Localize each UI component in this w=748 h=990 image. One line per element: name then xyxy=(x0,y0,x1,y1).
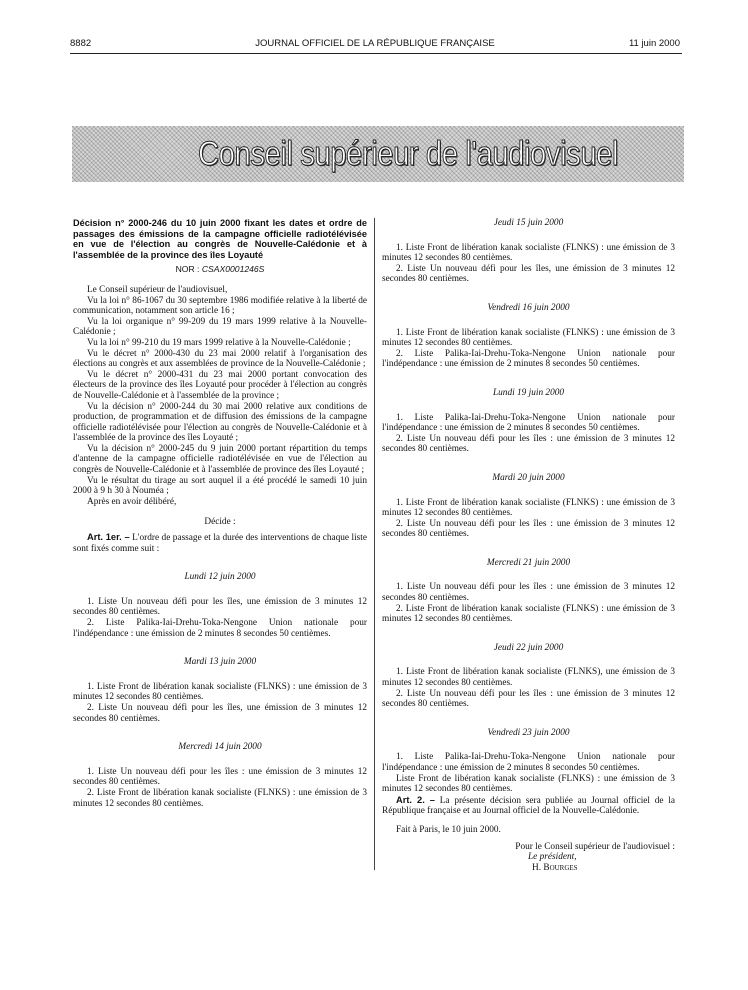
schedule-item: 2. Liste Un nouveau défi pour les îles : une émission de 3 minutes 12 secondes 80 centièmes. xyxy=(382,518,675,540)
decide-heading: Décide : xyxy=(204,517,236,528)
schedule-day-heading: Lundi 12 juin 2000 xyxy=(184,572,256,583)
schedule-item: 1. Liste Front de libération kanak socialiste (FLNKS), une émission de 3 minutes 12 secondes 80 centièmes. xyxy=(382,667,675,689)
schedule-item: 2. Liste Palika-Iai-Drehu-Toka-Nengone Union nationale pour l'indépendance : une émission de 2 minutes 8 secondes 50 centièmes. xyxy=(73,618,367,639)
schedule-item: 1. Liste Front de libération kanak socialiste (FLNKS) : une émission de 3 minutes 12 secondes 80 centièmes. xyxy=(73,681,367,703)
schedule-day-heading: Lundi 19 juin 2000 xyxy=(492,387,565,398)
signature-name: H. Bourges xyxy=(532,862,578,873)
preamble-paragraph: Vu la décision n° 2000-244 du 30 mai 2000 relative aux conditions de production, de programmation et de diffusion des émissions de la campagne officielle radiotélévisée pour l'élection au congrès de Nouvelle-Calédonie et à l'assemblée de la province des îles Loyauté ; xyxy=(73,401,367,444)
article-1 xyxy=(73,532,367,554)
schedule-day-heading: Jeudi 22 juin 2000 xyxy=(493,642,564,653)
journal-title: JOURNAL OFFICIEL DE LA RÉPUBLIQUE FRANÇAISE xyxy=(255,38,495,49)
preamble-paragraph: Vu le décret n° 2000-430 du 23 mai 2000 relatif à l'organisation des élections au congrès et aux assemblées de province de la Nouvelle-Calédonie ; xyxy=(73,348,367,370)
schedule-day-heading: Mardi 13 juin 2000 xyxy=(183,657,257,668)
preamble-paragraph: Vu la loi n° 86-1067 du 30 septembre 1986 modifiée relative à la liberté de communication, notamment son article 16 ; xyxy=(73,295,367,317)
preamble-paragraph: Après en avoir délibéré, xyxy=(87,496,177,507)
left-column xyxy=(73,218,367,809)
signature-title: Le président, xyxy=(528,852,577,863)
spacer xyxy=(382,817,675,825)
schedule-item: 2. Liste Un nouveau défi pour les îles : une émission de 3 minutes 12 secondes 80 centièmes. xyxy=(382,433,675,455)
article-2 xyxy=(382,795,675,817)
page-number: 8882 xyxy=(70,38,92,49)
schedule-item: 1. Liste Palika-Iai-Drehu-Toka-Nengone Union nationale pour l'indépendance : une émission de 2 minutes 8 secondes 50 centièmes. xyxy=(382,412,675,434)
schedule-item: 2. Liste Front de libération kanak socialiste (FLNKS) : une émission de 3 minutes 12 secondes 80 centièmes. xyxy=(73,787,367,809)
preamble-paragraph: Vu la décision n° 2000-245 du 9 juin 2000 portant répartition du temps d'antenne de la campagne officielle radiotélévisée en vue de l'élection au congrès de Nouvelle-Calédonie et à l'assemblée de province des îles Loyauté ; xyxy=(73,443,367,476)
schedule-item: 1. Liste Palika-Iai-Drehu-Toka-Nengone Union nationale pour l'indépendance : une émission de 2 minutes 8 secondes 50 centièmes. xyxy=(382,752,675,773)
page-header xyxy=(70,38,680,52)
schedule-item: 2. Liste Front de libération kanak socialiste (FLNKS) : une émission de 3 minutes 12 secondes 80 centièmes. xyxy=(382,603,675,625)
schedule-day-heading: Mercredi 14 juin 2000 xyxy=(178,742,262,753)
schedule-item: 2. Liste Un nouveau défi pour les îles : une émission de 3 minutes 12 secondes 80 centièmes. xyxy=(382,688,675,710)
schedule-day-heading: Mercredi 21 juin 2000 xyxy=(486,557,571,568)
schedule-item: 2. Liste Un nouveau défi pour les îles, une émission de 3 minutes 12 secondes 80 centièmes. xyxy=(382,263,675,285)
issue-date: 11 juin 2000 xyxy=(628,38,680,49)
article-1-text: L'ordre de passage et la durée des interventions de chaque liste sont fixés comme suit : xyxy=(73,533,367,554)
schedule-item: 1. Liste Un nouveau défi pour les îles : une émission de 3 minutes 12 secondes 80 centièmes. xyxy=(73,766,367,788)
schedule-item: 1. Liste Un nouveau défi pour les îles, une émission de 3 minutes 12 secondes 80 centièmes. xyxy=(73,596,367,618)
preamble xyxy=(73,285,367,507)
schedule-item: 1. Liste Un nouveau défi pour les îles : une émission de 3 minutes 12 secondes 80 centièmes. xyxy=(382,582,675,604)
nor-line xyxy=(73,264,367,275)
right-column xyxy=(382,218,675,873)
schedule-item: 1. Liste Front de libération kanak socialiste (FLNKS) : une émission de 3 minutes 12 secondes 80 centièmes. xyxy=(382,327,675,349)
closing-line: Fait à Paris, le 10 juin 2000. xyxy=(396,824,501,835)
schedule-day-heading: Mardi 20 juin 2000 xyxy=(492,472,565,483)
preamble-paragraph: Vu le décret n° 2000-431 du 23 mai 2000 portant convocation des électeurs de la province des îles Loyauté pour procéder à l'élection au congrès de Nouvelle-Calédonie et à l'assemblée de la province ; xyxy=(73,369,367,401)
preamble-paragraph: Vu le résultat du tirage au sort auquel il a été procédé le samedi 10 juin 2000 à 9 h 30 à Nouméa ; xyxy=(73,475,367,497)
article-2-label: Art. 2. – xyxy=(396,794,435,805)
article-1-label: Art. 1er. – xyxy=(87,532,130,543)
article-2-text: La présente décision sera publiée au Journal officiel de la République française et au Journal officiel de la Nouvelle-Calédonie. xyxy=(382,795,675,817)
signature-line-1: Pour le Conseil supérieur de l'audiovisuel : xyxy=(515,841,675,852)
schedule-item: 2. Liste Un nouveau défi pour les îles, une émission de 3 minutes 12 secondes 80 centièmes. xyxy=(73,702,367,724)
schedule-day-heading: Vendredi 16 juin 2000 xyxy=(487,302,570,313)
preamble-paragraph: Vu la loi organique n° 99-209 du 19 mars 1999 relative à la Nouvelle-Calédonie ; xyxy=(73,316,367,338)
nor-label: NOR : xyxy=(175,264,200,275)
schedule-day-heading: Jeudi 15 juin 2000 xyxy=(493,218,564,228)
column-divider xyxy=(374,218,375,870)
preamble-paragraph: Le Conseil supérieur de l'audiovisuel, xyxy=(87,284,228,295)
preamble-paragraph: Vu la loi n° 99-210 du 19 mars 1999 relative à la Nouvelle-Calédonie ; xyxy=(87,337,351,348)
schedule-item: 1. Liste Front de libération kanak socialiste (FLNKS) : une émission de 3 minutes 12 secondes 80 centièmes. xyxy=(382,497,675,519)
decision-title: Décision n° 2000-246 du 10 juin 2000 fixant les dates et ordre de passages des émissions de la campagne officielle radiotélévisée en vue de l'élection au congrès de Nouvelle-Calédonie et à l'assemblée de la province des îles Loyauté xyxy=(73,218,367,260)
header-rule xyxy=(70,53,682,54)
section-title: Conseil supérieur de l'audiovisuel xyxy=(198,135,619,173)
schedule-item: 2. Liste Palika-Iai-Drehu-Toka-Nengone Union nationale pour l'indépendance : une émission de 2 minutes 8 secondes 50 centièmes. xyxy=(382,348,675,370)
schedule-item: 1. Liste Front de libération kanak socialiste (FLNKS) : une émission de 3 minutes 12 secondes 80 centièmes. xyxy=(382,242,675,264)
nor-code: CSAX0001246S xyxy=(201,264,265,275)
schedule-day-heading: Vendredi 23 juin 2000 xyxy=(487,727,570,738)
schedule-item: Liste Front de libération kanak socialiste (FLNKS) : une émission de 3 minutes 12 secondes 80 centièmes. xyxy=(382,773,675,795)
